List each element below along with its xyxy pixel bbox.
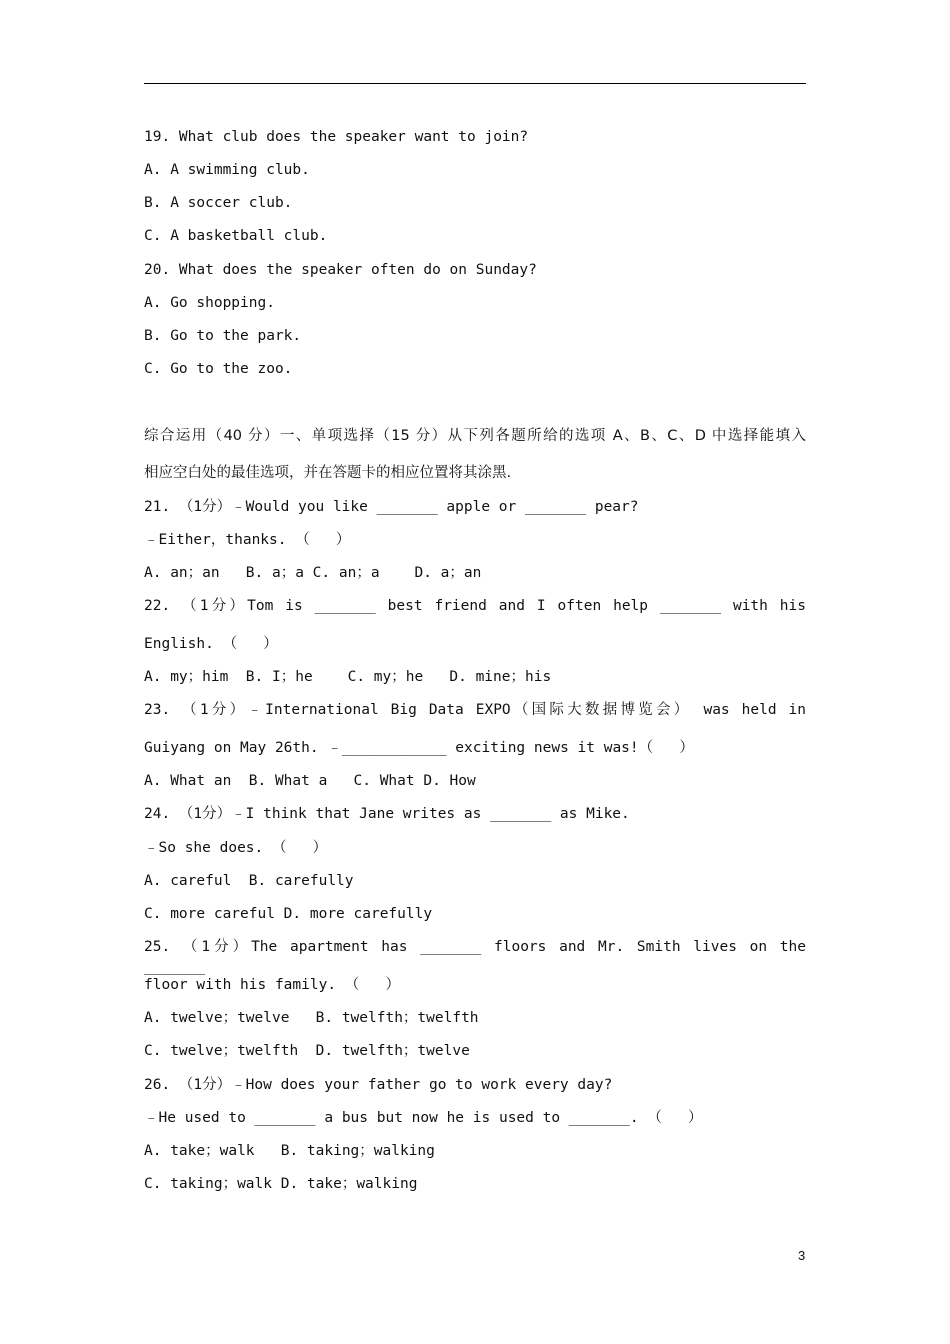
question-23-stem-line-1: 23. （1分）﹣International Big Data EXPO（国际大数据博览会） was held in [144, 702, 806, 718]
question-25-options-line-2: C. twelve；twelfth D. twelfth；twelve [144, 1043, 470, 1059]
question-24-stem: 24. （1分）﹣I think that Jane writes as _______ as Mike. [144, 806, 630, 822]
question-19-stem: 19. What club does the speaker want to join? [144, 129, 529, 145]
question-21-stem: 21. （1分）﹣Would you like _______ apple or _______ pear? [144, 499, 639, 515]
question-21-options: A. an；an B. a；a C. an；a D. a；an [144, 565, 482, 581]
question-22-stem-line-2: English. （ ） [144, 636, 278, 652]
question-26-options-line-2: C. taking；walk D. take；walking [144, 1176, 418, 1192]
question-20-stem: 20. What does the speaker often do on Sunday? [144, 262, 537, 278]
question-26-options-line-1: A. take；walk B. taking；walking [144, 1143, 435, 1159]
question-25-options-line-1: A. twelve；twelve B. twelfth；twelfth [144, 1010, 479, 1026]
question-19-option-c: C. A basketball club. [144, 228, 328, 244]
question-22-stem-line-1: 22. （1分）Tom is _______ best friend and I often help _______ with his [144, 598, 806, 614]
question-21-reply: ﹣Either，thanks. （ ） [144, 532, 351, 548]
question-23-stem-line-2: Guiyang on May 26th. ﹣____________ exciting news it was!（ ） [144, 740, 694, 756]
question-22-options: A. my；him B. I；he C. my；he D. mine；his [144, 669, 552, 685]
question-20-option-a: A. Go shopping. [144, 295, 275, 311]
question-24-reply: ﹣So she does. （ ） [144, 840, 328, 856]
question-19-option-a: A. A swimming club. [144, 162, 310, 178]
question-20-option-c: C. Go to the zoo. [144, 361, 293, 377]
section-heading-line-1: 综合运用（40 分）一、单项选择（15 分）从下列各题所给的选项 A、B、C、D 中选择能填入 [144, 428, 806, 444]
question-23-options: A. What an B. What a C. What D. How [144, 773, 476, 789]
question-26-reply: ﹣He used to _______ a bus but now he is used to _______. （ ） [144, 1110, 703, 1126]
question-24-options-line-1: A. careful B. carefully [144, 873, 354, 889]
section-heading-line-2: 相应空白处的最佳选项，并在答题卡的相应位置将其涂黑. [144, 465, 512, 481]
question-25-stem-line-2: floor with his family. （ ） [144, 977, 400, 993]
question-26-stem: 26. （1分）﹣How does your father go to work every day? [144, 1077, 613, 1093]
page-number: 3 [798, 1248, 806, 1263]
question-20-option-b: B. Go to the park. [144, 328, 302, 344]
question-19-option-b: B. A soccer club. [144, 195, 293, 211]
question-24-options-line-2: C. more careful D. more carefully [144, 906, 433, 922]
question-25-stem-line-1: 25. （1分）The apartment has _______ floors and Mr. Smith lives on the _______ [144, 939, 806, 975]
header-rule [144, 83, 806, 84]
